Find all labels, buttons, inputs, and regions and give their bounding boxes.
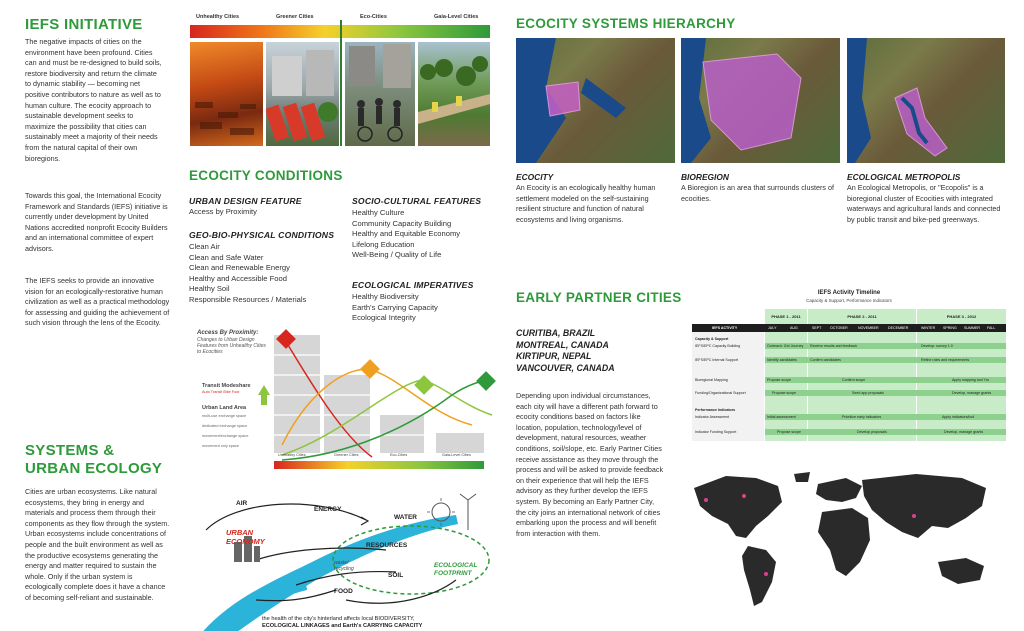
gaia-city-photo	[418, 42, 490, 146]
geo-bio-item: Responsible Resources / Materials	[189, 294, 307, 304]
diagram-waste-line1: waste/	[334, 560, 349, 566]
partners-title: EARLY PARTNER CITIES	[516, 290, 682, 305]
ecological-imperatives-list	[352, 292, 438, 324]
timeline-bar-text: Develop, manage grants	[952, 391, 992, 395]
partner-city: CURITIBA, BRAZIL	[516, 328, 596, 338]
city-scale-divider	[340, 20, 342, 146]
modeshare-label: Transit Modeshare	[202, 383, 251, 389]
city-scale-label-2: Greener Cities	[276, 14, 314, 20]
timeline-row-label: Indicator Assessment	[695, 415, 730, 419]
ecocity-map	[516, 38, 675, 163]
conditions-title: ECOCITY CONDITIONS	[189, 168, 343, 183]
timeline-month: DECEMBER	[888, 326, 909, 330]
partner-city: VANCOUVER, CANADA	[516, 362, 615, 373]
city-scale-strip	[190, 12, 490, 148]
land-area-row: dedicated exchange space	[202, 424, 248, 428]
ecocity-caption-title: ECOCITY	[516, 172, 554, 182]
proximity-chart-graphic	[192, 325, 500, 473]
diagram-air-label: AIR	[236, 500, 248, 507]
systems-title-line1: SYSTEMS &	[25, 442, 115, 459]
ecological-imperatives-heading: ECOLOGICAL IMPERATIVES	[352, 280, 474, 290]
urban-design-heading: URBAN DESIGN FEATURE	[189, 196, 302, 206]
diagram-footprint-line2: FOOTPRINT	[434, 570, 472, 577]
iefs-paragraph-1: The negative impacts of cities on the environment have been profound. Cities can and must be re-designed to build soils, restore biodiversity and return the climate to dynamic stability — becoming net positive contributors to nature as well as to human culture. The ecocity approach to sustainable development seeks to maximize the possibility that cities can sustainably meet a majority of their needs from the natural capital of their own bioregions.	[25, 37, 162, 163]
timeline-bar-text: Develop proposals	[857, 430, 887, 434]
activity-timeline	[692, 290, 1006, 442]
urban-ecology-diagram	[196, 490, 501, 631]
diagram-caption-line2: ECOLOGICAL LINKAGES and Earth's CARRYING CAPACITY	[262, 623, 423, 629]
modeshare-modes: Auto Transit Bike Foot	[202, 390, 240, 394]
geo-bio-item: Healthy Soil	[189, 284, 230, 293]
timeline-row-label: Performance Indicators	[695, 408, 736, 412]
diagram-water-label: WATER	[394, 514, 417, 521]
socio-cultural-heading: SOCIO-CULTURAL FEATURES	[352, 196, 482, 206]
timeline-row-label: Funding/Organizational Support	[695, 391, 746, 395]
proximity-x-label-2: Greener Cities	[334, 453, 359, 457]
geo-bio-item: Clean and Safe Water	[189, 252, 264, 262]
timeline-header-row	[692, 324, 1006, 332]
timeline-bar-text: Outreach: Get Journey	[767, 344, 804, 348]
partner-cities-list	[516, 328, 615, 374]
timeline-bar-text: Propose scope	[767, 378, 791, 382]
timeline-bar	[765, 357, 1006, 363]
iefs-title: IEFS INITIATIVE	[25, 16, 143, 33]
timeline-row-label: IEFS/EPC Internal Support	[695, 358, 738, 362]
socio-cultural-item: Healthy Culture	[352, 208, 405, 217]
timeline-bar-text: Seed app proposals	[852, 391, 884, 395]
hierarchy-title: ECOCITY SYSTEMS HIERARCHY	[516, 16, 736, 31]
timeline-phase-2: PHASE 2 - 2011	[847, 314, 877, 319]
greener-city-photo	[266, 42, 339, 146]
geo-bio-item: Clean Air	[189, 242, 220, 251]
timeline-bar-text: Refine roles and requirements	[921, 358, 970, 362]
timeline-phase-3: PHASE 3 - 2012	[946, 314, 977, 319]
timeline-bar-text: Initial assessment	[767, 415, 796, 419]
diagram-urban-economy-label	[226, 528, 265, 546]
timeline-header-activity: IEFS ACTIVITY	[712, 326, 738, 330]
timeline-month: OCTOBER	[830, 326, 848, 330]
timeline-month: SEPT	[812, 326, 822, 330]
timeline-phase-1: PHASE 1 - 2011	[771, 314, 801, 319]
bioregion-caption-title: BIOREGION	[681, 172, 729, 182]
timeline-bar-text: Apply indicators/tool	[942, 415, 975, 419]
diagram-urban-line2: ECONOMY	[226, 537, 265, 546]
land-area-label: Urban Land Area	[202, 405, 247, 411]
proximity-x-label-1: Unhealthy Cities	[278, 453, 306, 457]
land-area-row: multi-use exchange space	[202, 414, 247, 418]
socio-cultural-item: Lifelong Education	[352, 239, 415, 249]
diagram-caption-line1: the health of the city's hinterland affects local BIODIVERSITY,	[262, 616, 415, 622]
ecological-imperative-item: Earth's Carrying Capacity	[352, 302, 438, 312]
eco-city-photo	[345, 42, 415, 146]
city-scale-label-1: Unhealthy Cities	[196, 14, 240, 20]
timeline-month: SUMMER	[964, 326, 980, 330]
bioregion-caption-text: A Bioregion is an area that surrounds clusters of ecocities.	[681, 183, 835, 203]
diagram-footprint-line1: ECOLOGICAL	[434, 562, 478, 569]
timeline-label-column	[692, 332, 764, 441]
timeline-title: IEFS Activity Timeline	[817, 290, 881, 296]
proximity-chart	[192, 325, 500, 473]
timeline-bar-text: Identify candidates	[767, 358, 797, 362]
timeline-month: JULY	[768, 326, 777, 330]
diagram-waste-line2: recycling	[334, 566, 354, 572]
hierarchy-caption-ecocity	[516, 172, 675, 225]
timeline-bar-text: Prioritize early indicators	[842, 415, 882, 419]
socio-cultural-item: Healthy and Equitable Economy	[352, 229, 461, 238]
socio-cultural-item: Well-Being / Quality of Life	[352, 250, 442, 259]
socio-cultural-list	[352, 208, 460, 261]
timeline-month: FALL	[987, 326, 996, 330]
iefs-paragraph-3: The IEFS seeks to provide an innovative vision for an ecologically-restorative human civilization as well as a practical methodology for assessing and guiding the achievement of such vision through the lens of the Ecocity.	[25, 276, 170, 328]
timeline-subtitle: Capacity & Support, Performance Indicators	[806, 298, 892, 303]
systems-paragraph: Cities are urban ecosystems. Like natural ecosystems, they bring in energy and materials and process them through their components as they flow through the system. Urban ecosystems include concentrations of people and the built environment as well as the productive ecosystems generating the energy and matter required to sustain the whole. Only if the urban system is ecologically complete does it have a chance of becoming self-reliant and sustainable.	[25, 487, 170, 602]
metropolis-caption-title: ECOLOGICAL METROPOLIS	[847, 172, 961, 182]
timeline-month: NOVEMBER	[858, 326, 879, 330]
diagram-urban-line1: URBAN	[226, 528, 254, 537]
diagram-resources-label: RESOURCES	[366, 542, 408, 549]
bioregion-map	[681, 38, 840, 163]
socio-cultural-item: Community Capacity Building	[352, 218, 452, 228]
timeline-bar-text: Confirm candidates	[810, 358, 841, 362]
proximity-chart-subtitle: Changes to Urban Design Features from Unhealthy Cities to Ecocities	[197, 337, 266, 355]
geo-bio-heading: GEO-BIO-PHYSICAL CONDITIONS	[189, 230, 335, 240]
timeline-bar-text: Develop: survey 1.0	[921, 344, 953, 348]
proximity-chart-title: Access By Proximity:	[197, 330, 259, 336]
timeline-bar-text: Receive results and feedback	[810, 344, 858, 348]
proximity-x-label-3: Eco-Cities	[390, 453, 408, 457]
city-scale-label-4: Gaia-Level Cities	[434, 14, 479, 20]
diagram-bottom-caption	[262, 616, 422, 630]
geo-bio-list	[189, 242, 306, 305]
timeline-bar-text: Apply mapping tool Yrs	[952, 378, 989, 382]
ecocity-caption-text: An Ecocity is an ecologically healthy human settlement modeled on the self-sustaining resilient structure and function of natural ecosystems and living organisms.	[516, 183, 656, 224]
hierarchy-caption-metropolis	[847, 172, 1007, 225]
world-map-graphic	[686, 466, 1006, 616]
timeline-month: AUG	[790, 326, 798, 330]
partners-paragraph: Depending upon individual circumstances, each city will have a different path forward to ecocity conditions based on factors like location, population, technology/level of development, natural resources, weather conditions, soil/slope, etc. Early Partner Cities receive assistance as they move through the process and will be asked to provide feedback on their experience that will help the IEFS advisory as they further develop the IEFS system. By becoming an Early Partner City, the city joins an international network of cities embarking upon the process and will benefit from interaction with them.	[516, 391, 664, 538]
city-scale-label-3: Eco-Cities	[360, 14, 387, 20]
timeline-bar-text: Confirm scope	[842, 378, 866, 382]
timeline-row-label: Bioregional Mapping	[695, 378, 728, 382]
timeline-row-label: Capacity & Support	[695, 337, 729, 341]
systems-title-line2: URBAN ECOLOGY	[25, 460, 163, 477]
partner-city: KIRTIPUR, NEPAL	[516, 351, 592, 361]
geo-bio-item: Clean and Renewable Energy	[189, 263, 290, 272]
land-area-row: movement/exchange space	[202, 434, 249, 438]
timeline-row-label: Indicator Funding Support	[695, 430, 737, 434]
timeline-bar-text: Develop, manage grants	[944, 430, 984, 434]
diagram-energy-label: ENERGY	[314, 506, 342, 513]
timeline-month: WINTER	[921, 326, 936, 330]
timeline-bar-text: Propose scope	[772, 391, 796, 395]
ecological-imperative-item: Healthy Biodiversity	[352, 292, 419, 301]
systems-title	[25, 442, 162, 478]
partner-city: MONTREAL, CANADA	[516, 339, 609, 350]
hierarchy-caption-bioregion	[681, 172, 840, 204]
geo-bio-item: Healthy and Accessible Food	[189, 273, 287, 283]
diagram-soil-label: SOIL	[388, 572, 404, 579]
proximity-x-label-4: Gaia-Level Cities	[442, 453, 471, 457]
land-area-row: movement only space	[202, 444, 239, 448]
ecological-imperative-item: Ecological Integrity	[352, 313, 416, 322]
iefs-paragraph-2: Towards this goal, the International Ecocity Framework and Standards (IEFS) initiative is currently under development by United Nations accredited nonprofit Ecocity Builders and an international committee of expert advisors.	[25, 191, 168, 253]
diagram-footprint-label	[434, 562, 477, 578]
world-map	[686, 466, 1006, 616]
unhealthy-city-photo	[190, 42, 263, 146]
urban-design-item-1: Access by Proximity	[189, 207, 257, 216]
timeline-month: SPRING	[943, 326, 957, 330]
ecological-metropolis-map	[847, 38, 1005, 163]
timeline-row-label: IEFS/EPC Capacity Building	[695, 344, 741, 348]
diagram-food-label: FOOD	[334, 588, 353, 595]
metropolis-caption-text: An Ecological Metropolis, or "Ecopolis" is a bioregional cluster of Ecocities with integrated waterways and agricultural lands and connected by public transit and bike-ped greenways.	[847, 183, 1001, 224]
timeline-bar-text: Propose scope	[777, 430, 801, 434]
diagram-waste-label	[334, 560, 354, 572]
